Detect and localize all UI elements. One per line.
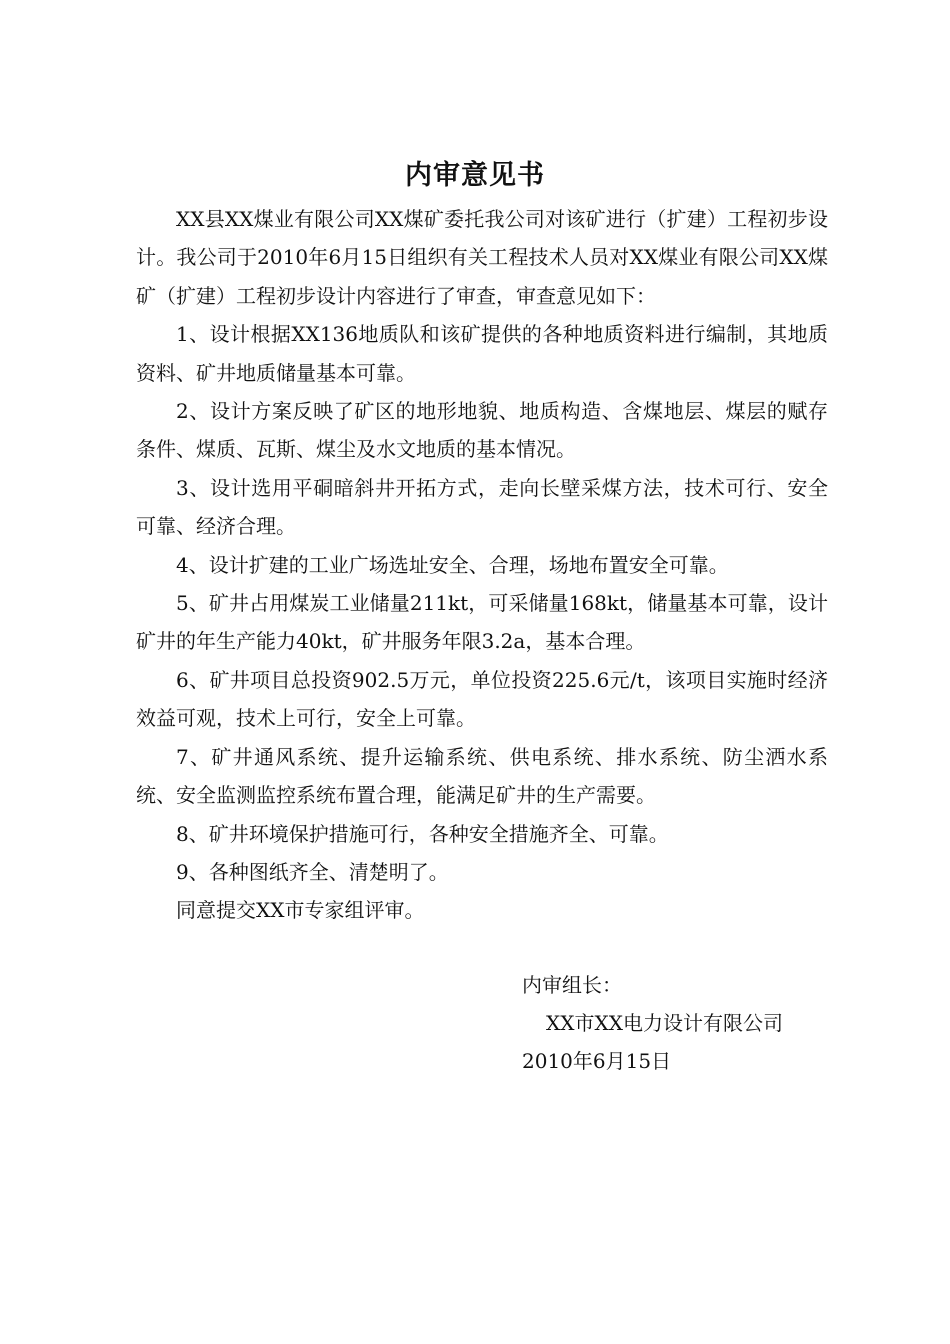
opinion-item-9: 9、各种图纸齐全、清楚明了。 — [176, 859, 449, 884]
opinion-item-6: 6、矿井项目总投资902.5万元，单位投资225.6元/t，该项目实施时经济效益可观，技术上可行，安全上可靠。 — [136, 667, 828, 731]
opinion-item-3: 3、设计选用平硐暗斜井开拓方式，走向长壁采煤方法，技术可行、安全可靠、经济合理。 — [136, 475, 828, 539]
review-leader-label: 内审组长： — [522, 973, 622, 997]
opinion-item-8: 8、矿井环境保护措施可行，各种安全措施齐全、可靠。 — [176, 821, 669, 846]
document-title: 内审意见书 — [405, 160, 545, 191]
signing-date: 2010年6月15日 — [522, 1049, 672, 1073]
intro-paragraph: XX县XX煤业有限公司XX煤矿委托我公司对该矿进行（扩建）工程初步设计。我公司于2010年6月15日组织有关工程技术人员对XX煤业有限公司XX煤矿（扩建）工程初步设计内容进行了审查，审查意见如下： — [136, 207, 828, 308]
opinion-item-2: 2、设计方案反映了矿区的地形地貌、地质构造、含煤地层、煤层的赋存条件、煤质、瓦斯、煤尘及水文地质的基本情况。 — [136, 399, 828, 462]
signing-company: XX市XX电力设计有限公司 — [546, 1011, 783, 1035]
opinion-item-1: 1、设计根据XX136地质队和该矿提供的各种地质资料进行编制，其地质资料、矿井地质储量基本可靠。 — [136, 322, 828, 385]
opinion-item-4: 4、设计扩建的工业广场选址安全、合理，场地布置安全可靠。 — [176, 552, 729, 577]
document-body — [136, 200, 828, 930]
conclusion-paragraph: 同意提交XX市专家组评审。 — [176, 898, 425, 923]
opinion-item-5: 5、矿井占用煤炭工业储量211kt，可采储量168kt，储量基本可靠，设计矿井的年生产能力40kt，矿井服务年限3.2a，基本合理。 — [136, 591, 828, 654]
opinion-item-7: 7、矿井通风系统、提升运输系统、供电系统、排水系统、防尘洒水系统、安全监测监控系统布置合理，能满足矿井的生产需要。 — [136, 744, 828, 808]
